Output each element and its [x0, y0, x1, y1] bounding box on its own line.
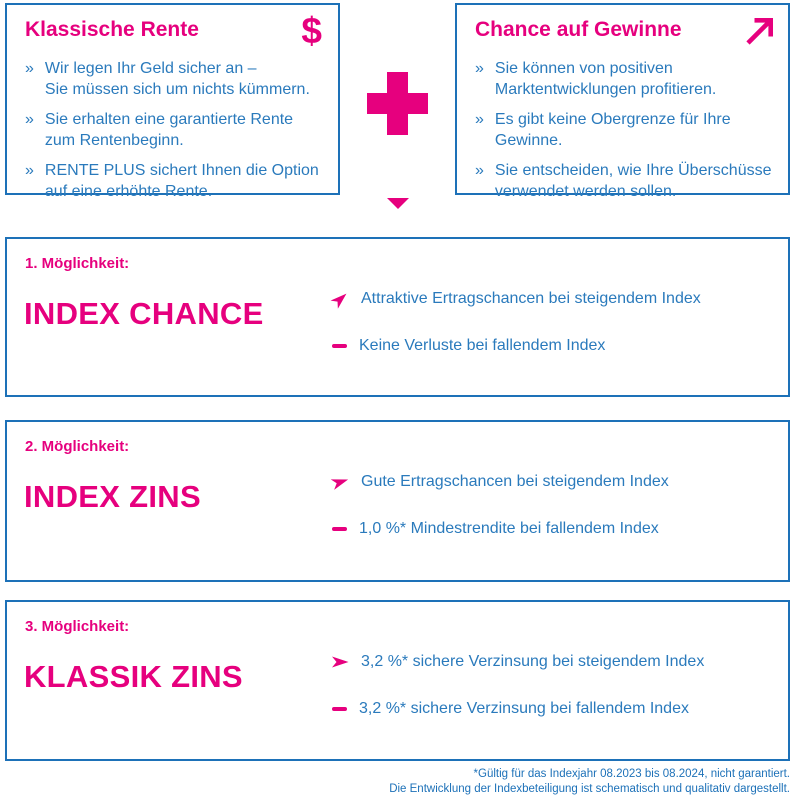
- bullet-text: [45, 58, 310, 100]
- bullet-line: Sie müssen sich um nichts kümmern.: [44, 81, 310, 98]
- bullet-text: [495, 160, 772, 202]
- rising-index-row: [332, 289, 701, 309]
- option-box-index-zins: [5, 420, 790, 582]
- bullet-line: Sie entscheiden, wie Ihre Überschüsse: [494, 162, 772, 179]
- bullet-text: [45, 160, 319, 202]
- falling-index-row: [332, 519, 659, 539]
- profit-chance-box: [455, 3, 790, 200]
- triangle-down-icon: [387, 198, 409, 209]
- rising-index-text: Attraktive Ertragschancen bei steigendem Index: [361, 290, 701, 307]
- rising-index-text: Gute Ertragschancen bei steigendem Index: [361, 473, 669, 490]
- list-item: [25, 160, 324, 202]
- bullet-line: Sie können von positiven: [494, 60, 673, 77]
- arrow-up-right-icon: [740, 13, 778, 51]
- option-box-index-chance: [5, 237, 790, 397]
- falling-index-text: Keine Verluste bei fallendem Index: [359, 337, 606, 354]
- bullet-text: [495, 109, 731, 151]
- list-item: [475, 160, 774, 202]
- falling-index-dash-icon: [332, 527, 347, 531]
- rising-index-row: [332, 472, 669, 492]
- bullet-line: Sie erhalten eine garantierte Rente: [44, 111, 294, 128]
- footnote-line: *Gültig für das Indexjahr 08.2023 bis 08.2024, nicht garantiert.: [473, 768, 790, 780]
- footnote-line: Die Entwicklung der Indexbeteiligung ist schematisch und qualitativ dargestellt.: [389, 782, 790, 795]
- rising-index-arrow-icon: [330, 289, 351, 309]
- list-item: [475, 109, 774, 151]
- bullet-text: [45, 109, 293, 151]
- option-name: KLASSIK ZINS: [24, 659, 243, 694]
- chevron-bullet-icon: »: [475, 111, 484, 128]
- chevron-bullet-icon: »: [25, 111, 34, 128]
- chevron-bullet-icon: »: [25, 162, 34, 179]
- profit-chance-bullet-list: [475, 58, 774, 202]
- classic-pension-bullet-list: [25, 58, 324, 202]
- list-item: [25, 58, 324, 100]
- profit-chance-title: Chance auf Gewinne: [475, 18, 682, 41]
- rising-index-row: [332, 652, 704, 672]
- classic-pension-title: Klassische Rente: [25, 18, 199, 41]
- option-kicker: 1. Möglichkeit:: [25, 255, 130, 272]
- bullet-line: Wir legen Ihr Geld sicher an –: [44, 60, 257, 77]
- bullet-line: Marktentwicklungen profitieren.: [494, 81, 717, 98]
- falling-index-text: 3,2 %* sichere Verzinsung bei fallendem Index: [359, 700, 689, 717]
- classic-pension-box: [5, 3, 340, 200]
- falling-index-dash-icon: [332, 344, 347, 348]
- rising-index-arrow-icon: [331, 474, 351, 491]
- option-kicker: 3. Möglichkeit:: [25, 618, 130, 635]
- rising-index-text: 3,2 %* sichere Verzinsung bei steigendem Index: [361, 653, 705, 670]
- bullet-line: Gewinne.: [494, 132, 563, 149]
- bullet-line: zum Rentenbeginn.: [44, 132, 184, 149]
- bullet-line: auf eine erhöhte Rente.: [44, 183, 213, 200]
- footnote: [389, 767, 790, 796]
- falling-index-row: [332, 699, 689, 719]
- chevron-bullet-icon: »: [475, 60, 484, 77]
- bullet-line: RENTE PLUS sichert Ihnen die Option: [44, 162, 319, 179]
- falling-index-text: 1,0 %* Mindestrendite bei fallendem Index: [359, 520, 659, 537]
- option-kicker: 2. Möglichkeit:: [25, 438, 130, 455]
- rising-index-arrow-icon: [332, 656, 349, 668]
- bullet-line: verwendet werden sollen.: [494, 183, 677, 200]
- bullet-line: Es gibt keine Obergrenze für Ihre: [494, 111, 731, 128]
- plus-icon: [367, 72, 428, 135]
- falling-index-row: [332, 336, 605, 356]
- list-item: [475, 58, 774, 100]
- falling-index-dash-icon: [332, 707, 347, 711]
- option-box-klassik-zins: [5, 600, 790, 761]
- bullet-text: [495, 58, 716, 100]
- option-name: INDEX CHANCE: [24, 296, 264, 331]
- option-name: INDEX ZINS: [24, 479, 201, 514]
- dollar-icon: $: [301, 10, 322, 51]
- chevron-bullet-icon: »: [475, 162, 484, 179]
- chevron-bullet-icon: »: [25, 60, 34, 77]
- list-item: [25, 109, 324, 151]
